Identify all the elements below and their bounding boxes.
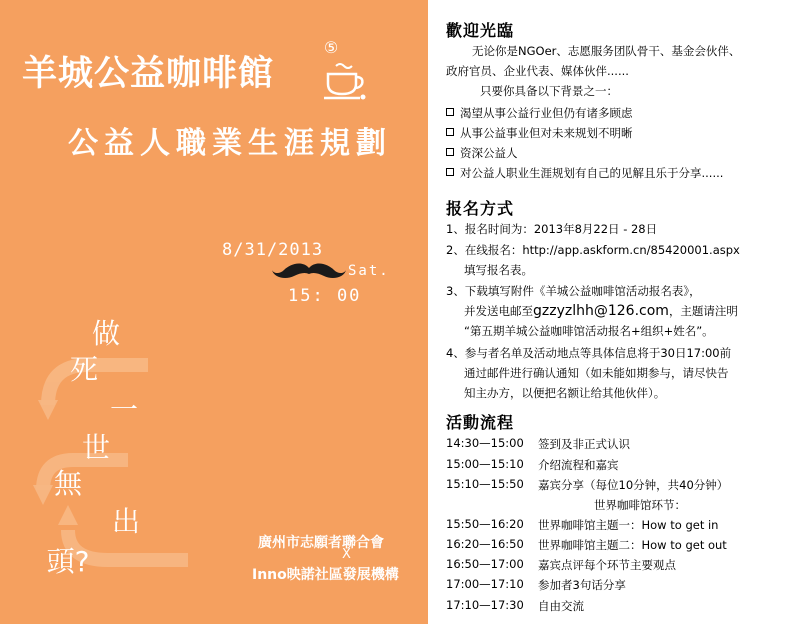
slogan-char-5: 無 — [53, 467, 82, 500]
schedule-desc: 世界咖啡馆主题二：How to get out — [538, 538, 727, 552]
event-subtitle: 公益人職業生涯規劃 — [68, 126, 392, 161]
signup-line-2: 2、在线报名：http://app.askform.cn/85420001.aspx — [446, 243, 740, 257]
signup-line-4b: 通过邮件进行确认通知（如未能如期参与，请尽快告 — [464, 366, 729, 380]
signup-email[interactable]: gzzyzlhh@126.com — [533, 303, 669, 319]
schedule-desc: 嘉宾分享（每位10分钟，共40分钟） — [538, 478, 729, 492]
slogan-char-1: 做 — [91, 317, 120, 350]
signup-heading: 报名方式 — [446, 199, 515, 218]
schedule-desc: 参加者3句话分享 — [538, 578, 626, 592]
schedule-time: 15:00—15:10 — [446, 457, 524, 471]
checkbox-icon — [446, 128, 454, 136]
background-item-text: 对公益人职业生涯规划有自己的见解且乐于分享...... — [460, 166, 724, 180]
signup-line-1: 1、报名时间为：2013年8月22日 - 28日 — [446, 222, 658, 236]
checkbox-icon — [446, 148, 454, 156]
welcome-intro-3: 只要你具备以下背景之一： — [480, 84, 618, 98]
background-item — [446, 146, 518, 160]
coffee-cup-icon — [322, 62, 370, 102]
event-date: 8/31/2013 — [222, 240, 324, 260]
event-time: 15: 00 — [288, 286, 362, 306]
info-panel — [428, 0, 800, 624]
schedule-desc: 嘉宾点评每个环节主要观点 — [538, 558, 676, 572]
background-item-text: 从事公益事业但对未来规划不明晰 — [460, 126, 633, 140]
signup-email-suffix: ，主题请注明 — [668, 304, 738, 318]
mustache-icon — [272, 262, 346, 282]
welcome-heading: 歡迎光臨 — [446, 21, 515, 40]
signup-email-prefix: 并发送电邮至 — [464, 304, 533, 318]
schedule-heading: 活動流程 — [446, 413, 515, 432]
signup-line-4c: 知主办方，以便把名额让给其他伙伴）。 — [464, 386, 666, 400]
signup-line-3: 3、下载填写附件《羊城公益咖啡馆活动报名表》， — [446, 284, 701, 298]
slogan-char-7: 頭? — [46, 545, 90, 578]
schedule-desc: 介绍流程和嘉宾 — [538, 458, 619, 472]
schedule-time: 17:10—17:30 — [446, 598, 524, 612]
welcome-intro-1: 无论你是NGOer、志愿服务团队骨干、基金会伙伴、 — [472, 44, 741, 58]
background-item — [446, 106, 633, 120]
checkbox-icon — [446, 108, 454, 116]
schedule-time: 15:50—16:20 — [446, 517, 524, 531]
cafe-title: 羊城公益咖啡館 — [22, 54, 275, 94]
slogan-char-2: 死 — [69, 353, 98, 386]
edition-badge: ⑤ — [323, 38, 339, 57]
slogan-char-3: 一 — [109, 393, 138, 426]
background-item-text: 渴望从事公益行业但仍有诸多顾虑 — [460, 106, 633, 120]
schedule-desc: 自由交流 — [538, 599, 584, 613]
schedule-time: 16:50—17:00 — [446, 557, 524, 571]
schedule-time: 15:10—15:50 — [446, 477, 524, 491]
signup-line-2b: 填写报名表。 — [464, 263, 533, 277]
schedule-time: 16:20—16:50 — [446, 537, 524, 551]
organizer-2: Inno映諾社區發展機構 — [252, 567, 399, 583]
background-item — [446, 166, 723, 180]
background-item — [446, 126, 633, 140]
organizer-1: 廣州市志願者聯合會 — [258, 535, 384, 551]
signup-line-3b — [464, 304, 738, 318]
signup-line-4: 4、参与者名单及活动地点等具体信息将于30日17:00前 — [446, 346, 732, 360]
slogan-char-4: 世 — [81, 431, 110, 464]
schedule-time: 14:30—15:00 — [446, 436, 524, 450]
signup-line-3c: “第五期羊城公益咖啡馆活动报名+组织+姓名”。 — [464, 324, 714, 338]
schedule-desc: 签到及非正式认识 — [538, 437, 630, 451]
organizer-separator: X — [342, 547, 351, 562]
slogan-char-6: 出 — [111, 505, 140, 538]
event-weekday: Sat. — [348, 263, 390, 279]
schedule-desc: 世界咖啡馆主题一：How to get in — [538, 518, 719, 532]
background-item-text: 资深公益人 — [460, 146, 518, 160]
schedule-time: 17:00—17:10 — [446, 577, 524, 591]
schedule-subheading: 世界咖啡馆环节： — [594, 498, 686, 512]
welcome-intro-2: 政府官员、企业代表、媒体伙伴...... — [446, 64, 629, 78]
checkbox-icon — [446, 168, 454, 176]
